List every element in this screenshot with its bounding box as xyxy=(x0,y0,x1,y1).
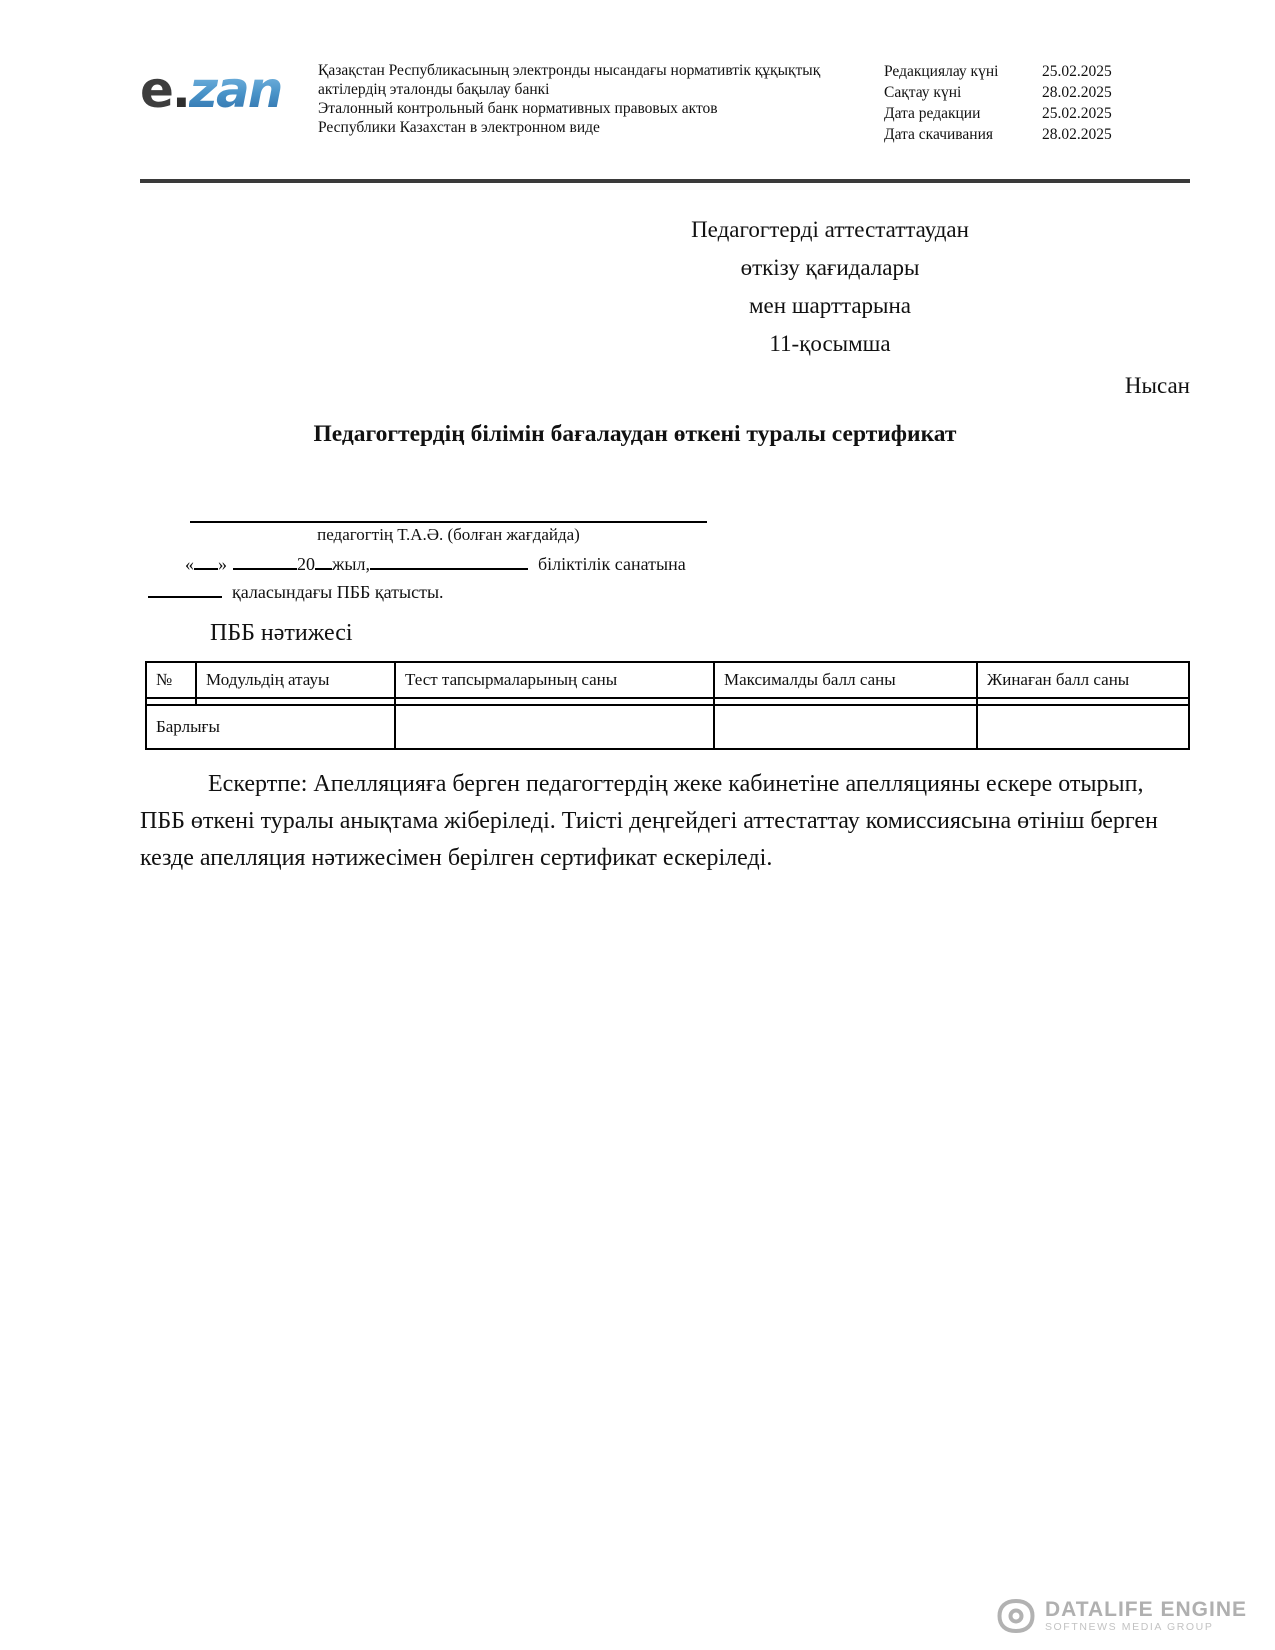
year-blank xyxy=(315,552,332,570)
teacher-name-blank xyxy=(190,515,707,523)
results-heading: ПББ нәтижесі xyxy=(210,620,353,646)
empty-cell xyxy=(977,698,1189,705)
logo-dot: . xyxy=(171,61,189,119)
col-header-module: Модульдің атауы xyxy=(196,662,395,698)
year-suffix: жыл, xyxy=(332,554,371,574)
date-value: 25.02.2025 xyxy=(1042,105,1112,122)
empty-cell xyxy=(395,698,714,705)
day-blank xyxy=(194,552,218,570)
logo-zan: zan xyxy=(188,61,282,119)
document-title: Педагогтердің білімін бағалаудан өткені туралы сертификат xyxy=(313,421,957,447)
total-label-cell: Барлығы xyxy=(146,705,395,749)
date-value: 28.02.2025 xyxy=(1042,84,1112,101)
teacher-name-caption: педагогтің Т.А.Ә. (болған жағдайда) xyxy=(317,525,580,544)
city-text: қаласындағы ПББ қатысты. xyxy=(232,582,444,602)
date-row xyxy=(884,103,1124,124)
empty-cell xyxy=(395,705,714,749)
col-header-test-count: Тест тапсырмаларының саны xyxy=(395,662,714,698)
ezan-logo xyxy=(140,55,318,119)
qualification-text: біліктілік санатына xyxy=(538,554,686,574)
appendix-line: өткізу қағидалары xyxy=(740,255,920,280)
date-label: Сақтау күні xyxy=(884,84,962,101)
org-line: Қазақстан Республикасының электронды нысандағы нормативтік құқықтық xyxy=(318,62,821,79)
empty-cell xyxy=(196,698,395,705)
appendix-line: Педагогтерді аттестаттаудан xyxy=(691,217,969,242)
city-line xyxy=(148,579,1190,605)
empty-cell xyxy=(977,705,1189,749)
results-table xyxy=(145,661,1190,750)
empty-cell xyxy=(146,698,196,705)
table-spacer-row xyxy=(146,698,1189,705)
city-blank xyxy=(148,580,222,598)
date-row xyxy=(884,61,1124,82)
org-description xyxy=(318,55,850,137)
empty-cell xyxy=(714,698,977,705)
note-paragraph: Ескертпе: Апелляцияға берген педагогтердің жеке кабинетіне апелляцияны ескере отырып, ПББ өткені туралы анықтама жіберіледі. Тиісті деңгейдегі аттестаттау комиссиясына өтініш берген кезде апелляция нәтижесімен берілген сертификат ескеріледі. xyxy=(140,771,1158,871)
table-total-row xyxy=(146,705,1189,749)
date-label: Дата редакции xyxy=(884,105,981,122)
empty-cell xyxy=(714,705,977,749)
year-prefix: 20 xyxy=(297,554,315,574)
logo-letter-e: e xyxy=(140,61,172,119)
header-divider xyxy=(140,179,1190,183)
org-line: Эталонный контрольный банк нормативных правовых актов xyxy=(318,100,718,117)
brand-name: DATALIFE ENGINE xyxy=(1044,1597,1247,1621)
quote-open: « xyxy=(185,554,194,574)
date-label: Редакциялау күні xyxy=(884,63,999,80)
quote-close: » xyxy=(218,554,227,574)
date-row xyxy=(884,82,1124,103)
date-row xyxy=(884,124,1124,145)
month-blank xyxy=(233,552,297,570)
form-mark: Нысан xyxy=(1124,373,1190,398)
date-value: 25.02.2025 xyxy=(1042,63,1112,80)
appendix-reference xyxy=(560,211,1100,363)
col-header-max-score: Максималды балл саны xyxy=(714,662,977,698)
category-blank xyxy=(370,552,528,570)
brand-subtitle: SOFTNEWS MEDIA GROUP xyxy=(1044,1620,1214,1633)
appendix-line: мен шарттарына xyxy=(749,293,911,318)
col-header-collected-score: Жинаған балл саны xyxy=(977,662,1189,698)
col-header-number: № xyxy=(146,662,196,698)
brand-text xyxy=(1045,1599,1247,1634)
appendix-line: 11-қосымша xyxy=(769,331,891,356)
table-header-row xyxy=(146,662,1189,698)
ezan-logo-text xyxy=(140,61,281,119)
document-dates xyxy=(884,55,1124,145)
org-line: актілердің эталонды бақылау банкі xyxy=(318,81,550,98)
org-line: Республики Казахстан в электронном виде xyxy=(318,119,600,136)
datalife-engine-brand xyxy=(996,1598,1247,1634)
date-value: 28.02.2025 xyxy=(1042,126,1112,143)
datalife-eye-icon xyxy=(996,1598,1036,1634)
date-label: Дата скачивания xyxy=(884,126,994,143)
date-and-category-line xyxy=(185,551,1190,577)
fillin-form xyxy=(140,515,1190,605)
document-header xyxy=(140,55,1190,145)
